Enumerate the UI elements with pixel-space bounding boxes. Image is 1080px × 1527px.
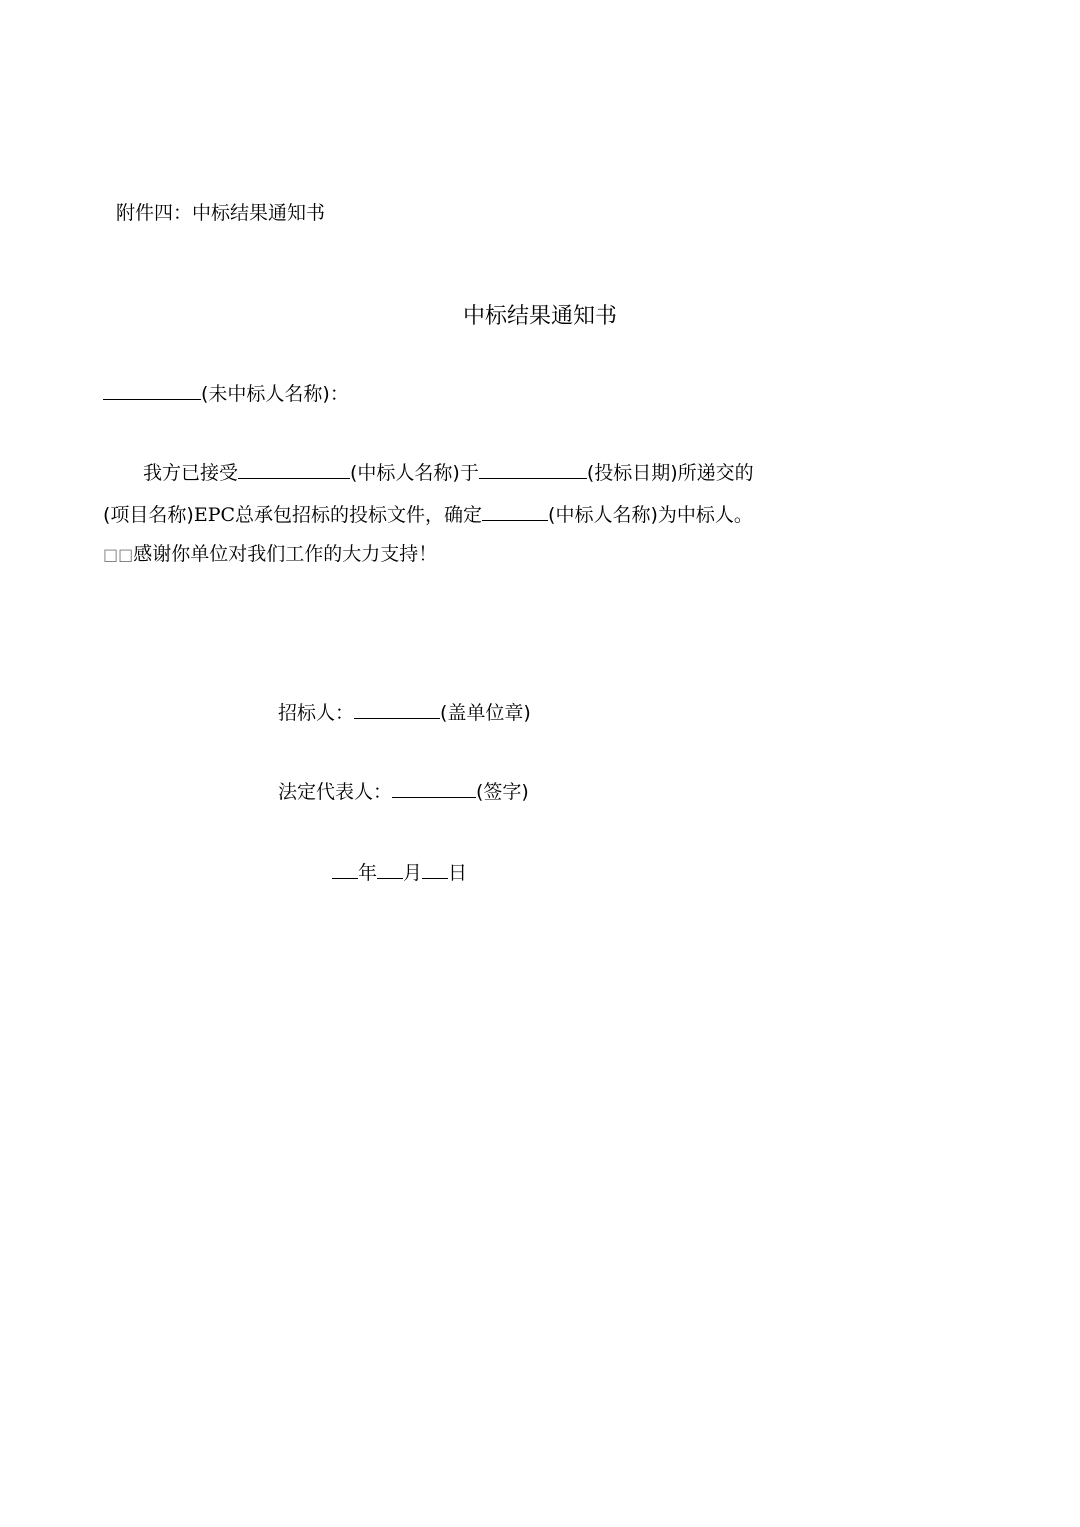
day-blank [422,860,448,879]
placeholder-boxes: □□ [103,545,134,564]
year-blank [332,860,358,879]
bid-date-blank [479,460,587,479]
addressee-suffix: (未中标人名称)： [201,383,349,405]
addressee-line [103,381,349,407]
document-title: 中标结果通知书 [462,304,617,329]
month-blank [377,860,403,879]
confirmed-winner-blank [482,502,548,521]
body-line-2-part4: (中标人名称)为中标人。 [548,504,753,526]
year-label: 年 [358,862,378,884]
tenderer-suffix: (盖单位章) [440,702,531,724]
body-line-1 [143,460,754,486]
legal-rep-label: 法定代表人： [278,781,393,803]
tenderer-signature-line [278,700,531,726]
body-line-1-part3: (投标日期)所递交的 [586,462,754,484]
body-line-2-part3: 总承包招标的投标文件，确定 [235,504,483,526]
body-line-3-text: 感谢你单位对我们工作的大力支持！ [133,543,438,565]
body-line-2-part2: EPC [193,504,236,526]
legal-rep-blank [392,779,476,798]
legal-rep-suffix: (签字) [476,781,529,803]
body-line-3 [103,541,437,568]
day-label: 日 [448,862,468,884]
tenderer-blank [354,700,440,719]
date-line [332,860,467,886]
month-label: 月 [403,862,423,884]
body-line-1-part2: (中标人名称)于 [350,462,479,484]
body-line-1-part1: 我方已接受 [143,462,239,484]
legal-representative-line [278,779,529,805]
body-line-2-part1: (项目名称) [103,504,194,526]
addressee-blank [103,381,201,400]
winner-name-blank [238,460,350,479]
attachment-label: 附件四：中标结果通知书 [116,202,326,224]
body-line-2 [103,502,753,528]
tenderer-label: 招标人： [278,702,355,724]
